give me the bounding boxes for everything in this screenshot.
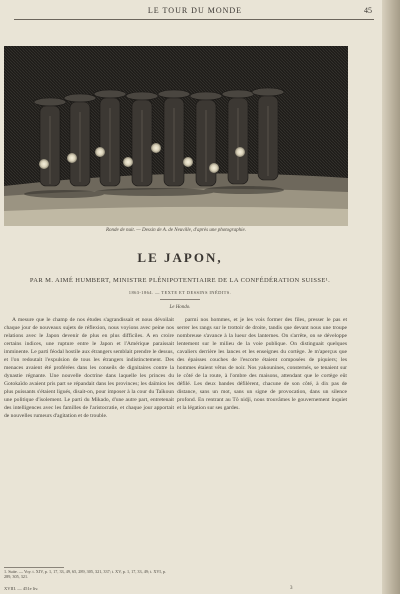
page-number: 45 [364,6,372,15]
text-column-right [177,316,347,412]
book-binding-shadow [382,0,400,594]
paragraph: A mesure que le champ de nos études s'agrandissait et nous dévoilait chaque jour de nouveaux sujets de réflexion, nous voyions avec peine nos relations avec le Japon devenir de plus en plus difficiles. A en croire certains indices, une rupture entre le Japon et l'Amérique paraissait imminente. Le parti féodal hostile aux étrangers semblait prendre le dessus, et l'on redoutait l'expulsion de tous les étrangers indistinctement. Des menaces avaient été proférées dans les conseils de dignitaires contre la dynastie régnante. Une nouvelle doctrine dans laquelle les princes du Gotokaïdo avaient pris part se répandait dans les provinces; les daïmios les plus puissants s'étaient ligués, disait-on, pour imposer à la cour du Taïkoun une politique d'isolement. Le parti du Mikado, d'une autre part, entretenait des intelligences avec les familles de l'aristocratie, et chaque jour apportait de nouvelles rumeurs d'agitation et de trouble. [4,317,174,419]
section-divider [160,299,200,300]
night-watch-engraving [4,46,348,226]
section-heading: Le Hondo. [169,305,191,310]
figure-caption: Ronde de nuit. — Dessin de A. de Neuville, d'après une photographie. [106,228,246,233]
paragraph: parmi nos hommes, et je les vois former des files, presser le pas et serrer les rangs sur le trottoir de droite, tandis que devant nous une troupe nombreuse s'avance à la lueur des lanternes. On s'arrête, on se développe lentement sur le milieu de la voie publique. On distinguait quelques cavaliers derrière les lances et les enseignes du cortège. Je m'aperçus que des épaisses couches de l'escorte étaient composées de piquiers; les hommes étaient vêtus de noir. Nos yakounines, consternés, se tenaient sur le côté de la route, à l'ombre des maisons, attendant que le cortège eût défilé. Les deux bandes défilèrent, chacune de son côté, à dix pas de distance, sans un mot, sans un signe de provocation, dans un silence profond. En rentrant au Tô nidji, nous trouvâmes le gouvernement inquiet et la légation sur ses gardes. [177,317,347,411]
signature-number: 3 [290,586,293,591]
signature-mark: XVIII. — 451e liv. [4,586,39,591]
article-byline: PAR M. AIMÉ HUMBERT, MINISTRE PLÉNIPOTENTIAIRE DE LA CONFÉDÉRATION SUISSE¹. [29,277,331,284]
page-header [14,6,376,18]
header-rule [14,19,374,20]
footnote-rule [4,567,64,568]
running-title: LE TOUR DU MONDE [147,6,243,15]
article-title: LE JAPON, [137,250,223,265]
footnote: 1. Suite. — Voy. t. XIV, p. 1, 17, 33, 49, 65, 289, 305, 321, 337; t. XV, p. 1, 17, 33, 49; t. XVI, p. 289, 305, 321. [4,569,167,579]
engraving-illustration [4,46,348,226]
text-column-left [4,316,174,420]
article-dates: 1863-1864. — TEXTE ET DESSINS INÉDITS. [128,290,232,295]
